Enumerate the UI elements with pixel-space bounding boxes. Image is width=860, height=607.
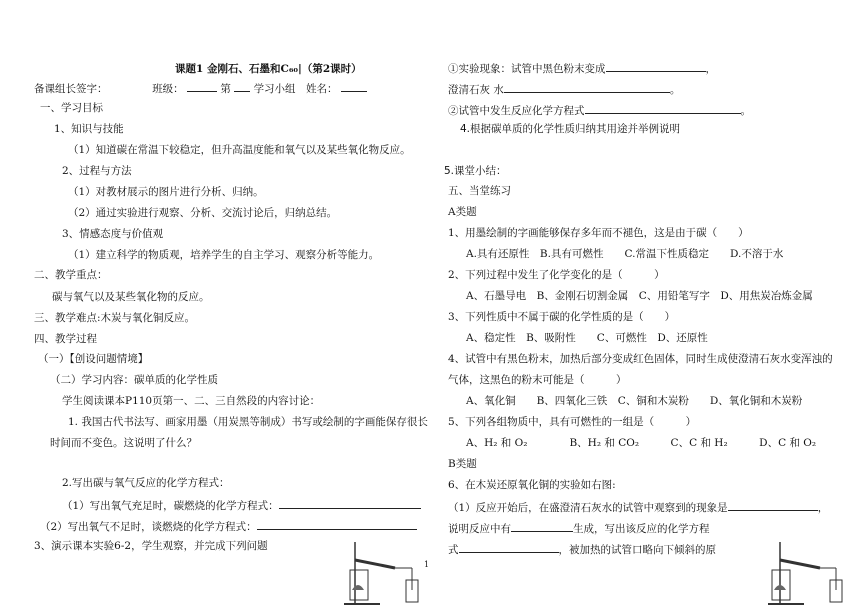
r2-end: 。 (740, 105, 751, 117)
r5: 五、当堂练习 (448, 185, 511, 197)
r1a-row (448, 60, 716, 76)
r3: 4.根据碳单质的化学性质归纳其用途并举例说明 (460, 123, 681, 135)
e5o: A、H₂ 和 O₂ B、H₂ 和 CO₂ C、C 和 H₂ D、C 和 O₂ (466, 437, 817, 449)
e6c: 式 (448, 544, 459, 556)
apparatus-illustration (340, 540, 430, 607)
s1-2b: （2）通过实验进行观察、分析、交流讨论后，归纳总结。 (68, 207, 338, 219)
e6a-blank[interactable] (728, 499, 818, 511)
r1b-end: 。 (669, 84, 681, 96)
r1b: 澄清石灰 水 (448, 84, 504, 96)
e4b: 气体，这黑色的粉末可能是（ ） (448, 374, 627, 386)
q2a: （1）写出氧气充足时，碳燃烧的化学方程式： (62, 500, 279, 512)
e4o: A、氧化铜 B、四氧化三铁 C、铜和木炭粉 D、氧化铜和木炭粉 (466, 395, 803, 407)
s4-2: （二）学习内容：碳单质的化学性质 (50, 374, 218, 386)
q2: 2.写出碳与氧气反应的化学方程式： (62, 477, 230, 489)
sign-label: 备课组长签字： (34, 83, 108, 95)
name-blank[interactable] (341, 80, 367, 92)
s1-1a: （1）知道碳在常温下较稳定，但升高温度能和氧气以及某些氧化物反应。 (68, 144, 411, 156)
class-label: 班级： (152, 83, 184, 95)
e1: 1、用墨绘制的字画能够保存多年而不褪色，这是由于碳（ ） (448, 227, 749, 239)
q1b: 时间而不变色。这说明了什么？ (50, 437, 197, 449)
q1a: 1. 我国古代书法写、画家用墨（用炭黑等制成）书写或绘制的字画能保存很长 (68, 416, 428, 428)
q2a-row (62, 497, 421, 513)
e6: 6、在木炭还原氧化铜的实验如右图: (448, 479, 616, 491)
e6b: 说明反应中有 (448, 523, 511, 535)
e2: 2、下列过程中发生了化学变化的是（ ） (448, 269, 665, 281)
s2a: 碳与氧气以及某些氧化物的反应。 (52, 291, 210, 303)
s1-1: 1、知识与技能 (54, 123, 124, 135)
r7: B类题 (448, 458, 477, 470)
q2b: （2）写出氧气不足时，谈燃烧的化学方程式： (40, 521, 257, 533)
e4a: 4、试管中有黑色粉末，加热后部分变成红色固体，同时生成使澄清石灰水变浑浊的 (448, 353, 833, 365)
e6a-end: ， (817, 502, 829, 514)
e1o: A.具有还原性 B.具有可燃性 C.常温下性质稳定 D.不溶于水 (466, 248, 784, 260)
section-3: 三、教学难点:木炭与氧化铜反应。 (34, 312, 196, 324)
e6a-row (448, 499, 828, 515)
e6a: （1）反应开始后，在盛澄清石灰水的试管中观察到的现象是 (448, 502, 728, 514)
r2-row (448, 102, 751, 118)
r1a: ①实验现象：试管中黑色粉末变成 (448, 63, 606, 75)
r1b-blank[interactable] (504, 81, 670, 93)
s1-3: 3、情感态度与价值观 (62, 228, 164, 240)
s1-2: 2、过程与方法 (62, 165, 132, 177)
q2b-blank[interactable] (257, 518, 417, 530)
q3: 3、演示课本实验6-2，学生观察，并完成下列问题 (34, 540, 268, 552)
r1a-end: ， (705, 63, 716, 75)
section-1: 一、学习目标 (40, 102, 103, 114)
r1a-blank[interactable] (606, 60, 706, 72)
header-row (34, 80, 367, 96)
s1-3a: （1）建立科学的物质观，培养学生的自主学习、观察分析等能力。 (68, 249, 380, 261)
r2-blank[interactable] (585, 102, 741, 114)
group-blank[interactable] (234, 80, 250, 92)
e6b-blank[interactable] (511, 520, 573, 532)
page-number: 1 (424, 560, 430, 569)
q2b-row (40, 518, 417, 534)
e6b-mid: 生成，写出该反应的化学方程 (573, 523, 710, 535)
e2o: A、石墨导电 B、金刚石切割金属 C、用铅笔写字 D、用焦炭冶炼金属 (466, 290, 813, 302)
s1-2a: （1）对教材展示的图片进行分析、归纳。 (68, 186, 264, 198)
group-label: 第 (220, 83, 231, 95)
section-4: 四、教学过程 (34, 333, 97, 345)
class-blank[interactable] (187, 80, 217, 92)
s4-3: 学生阅读课本P110页第一、二、三自然段的内容讨论： (62, 395, 321, 407)
r6: A类题 (448, 206, 477, 218)
s4-1: （一）【创设问题情境】 (38, 353, 149, 365)
group-suffix: 学习小组 姓名： (253, 83, 338, 95)
section-2: 二、教学重点： (34, 269, 108, 281)
e3o: A、稳定性 B、吸附性 C、可燃性 D、还原性 (466, 332, 708, 344)
e6b-row (448, 520, 710, 536)
e6c-row (448, 541, 716, 557)
r4: 5.课堂小结： (444, 165, 507, 177)
r1b-row (448, 81, 680, 97)
e6c-blank[interactable] (459, 541, 559, 553)
e3: 3、下列性质中不属于碳的化学性质的是（ ） (448, 311, 676, 323)
r2: ②试管中发生反应化学方程式 (448, 105, 585, 117)
q2a-blank[interactable] (279, 497, 421, 509)
e6c-end: ，被加热的试管口略向下倾斜的原 (558, 544, 716, 556)
e5: 5、下列各组物质中，具有可燃性的一组是（ ） (448, 416, 697, 428)
lesson-title: 课题1 金刚石、石墨和C₆₀|（第2课时） (175, 63, 362, 75)
apparatus-illustration-right (740, 540, 850, 607)
